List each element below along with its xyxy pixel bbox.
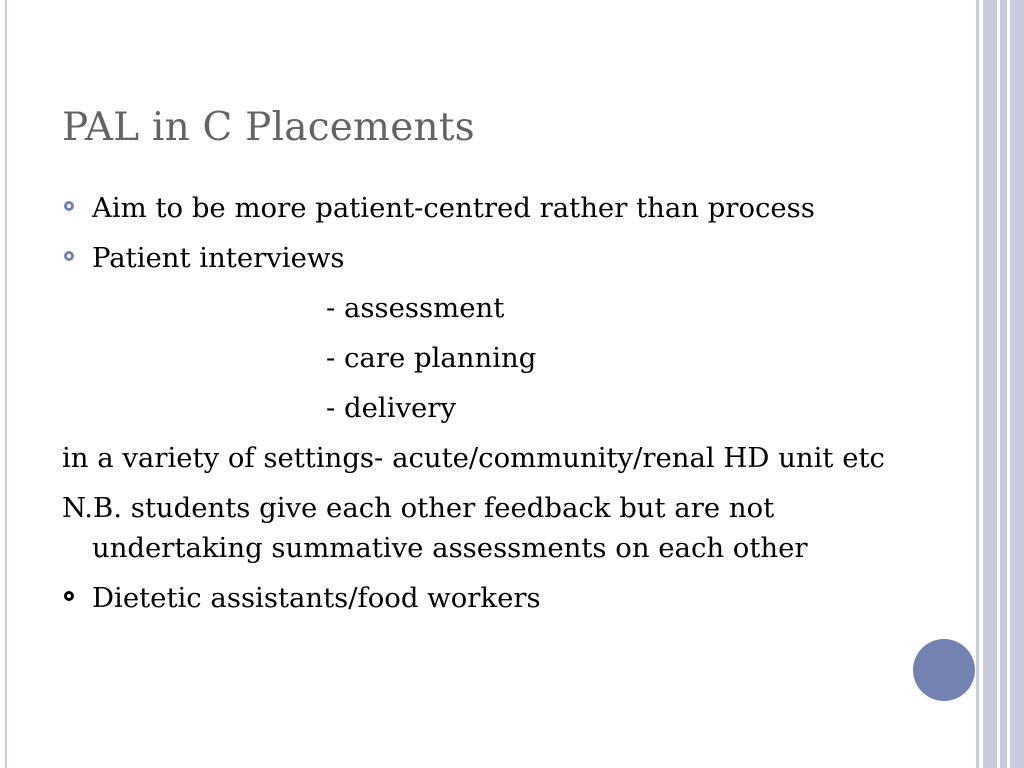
sub-item-text: - assessment xyxy=(326,292,505,324)
slide-body xyxy=(62,188,892,628)
left-border-line xyxy=(5,0,7,768)
bullet-text: Dietetic assistants/food workers xyxy=(92,582,541,614)
plain-paragraph xyxy=(62,438,892,478)
stripe xyxy=(1000,0,1007,768)
plain-paragraph xyxy=(62,488,892,568)
circle-decoration xyxy=(913,639,975,701)
sub-item-text: - delivery xyxy=(326,392,456,424)
ring-bullet-icon xyxy=(64,251,74,261)
stripe xyxy=(983,0,997,768)
bullet-item xyxy=(62,238,892,278)
bullet-text: Patient interviews xyxy=(92,242,345,274)
ring-bullet-icon xyxy=(64,591,74,601)
stripe xyxy=(1010,0,1024,768)
slide-title: PAL in C Placements xyxy=(62,105,475,150)
sub-item xyxy=(62,338,892,378)
paragraph-text: in a variety of settings- acute/community/renal HD unit etc xyxy=(62,442,885,474)
bullet-item xyxy=(62,188,892,228)
right-stripes-decoration xyxy=(976,0,1024,768)
left-border xyxy=(0,0,12,768)
bullet-item xyxy=(62,578,892,618)
sub-item xyxy=(62,388,892,428)
paragraph-text: N.B. students give each other feedback but are not undertaking summative assessments on each other xyxy=(62,492,808,564)
sub-item xyxy=(62,288,892,328)
sub-item-text: - care planning xyxy=(326,342,537,374)
bullet-text: Aim to be more patient-centred rather than process xyxy=(92,192,815,224)
ring-bullet-icon xyxy=(64,201,74,211)
